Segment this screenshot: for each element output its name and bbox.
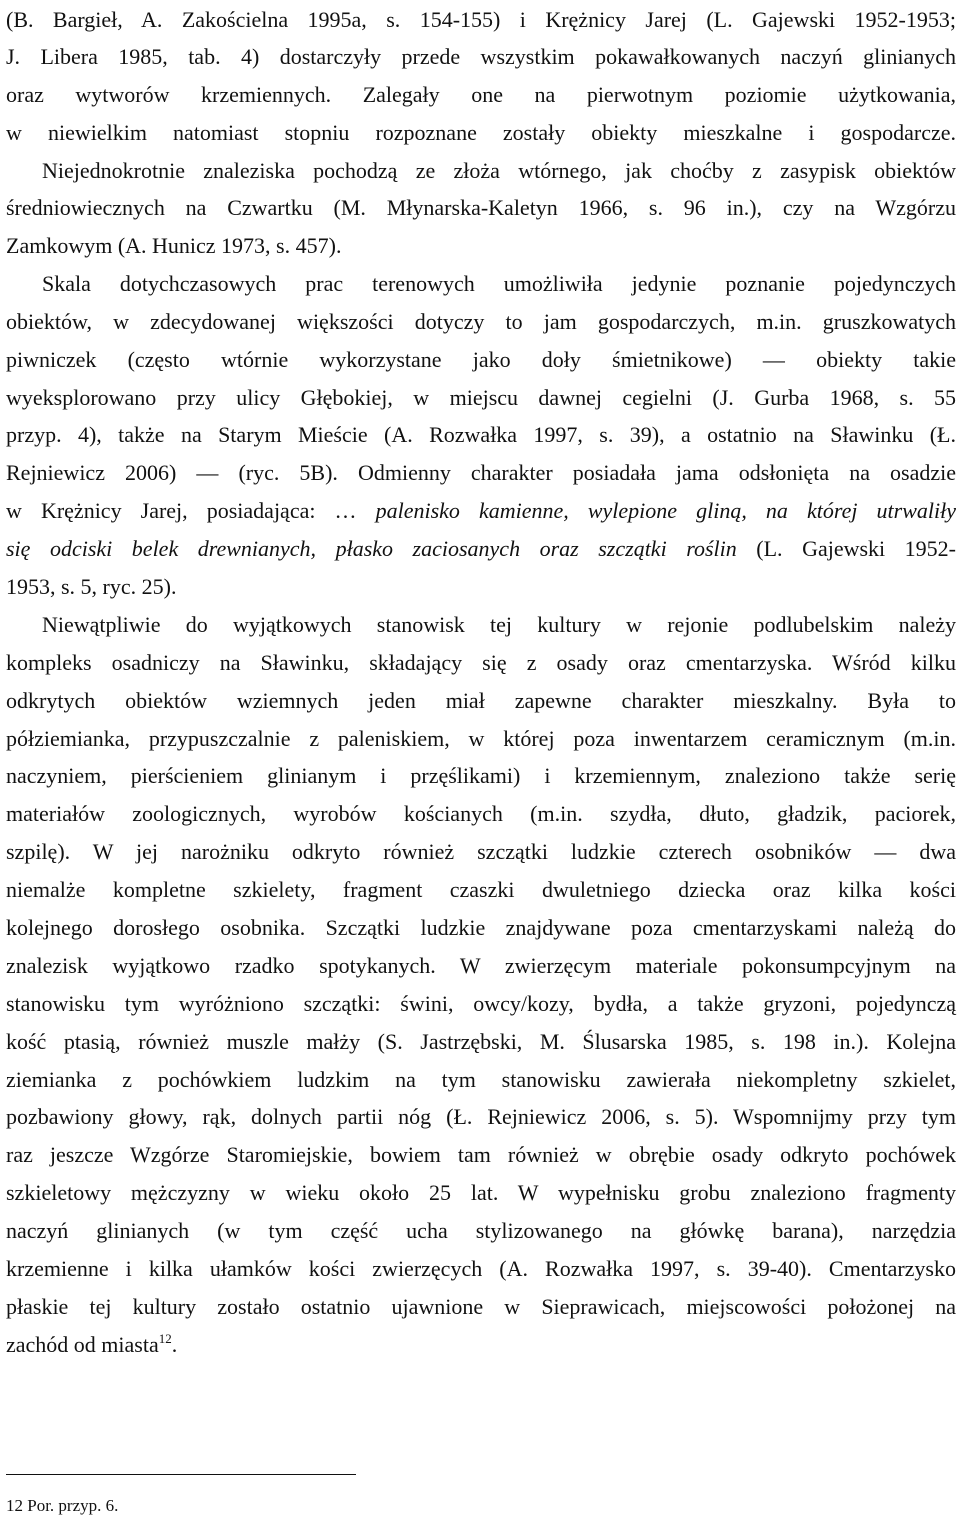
text-line	[6, 265, 956, 303]
text-line	[6, 1174, 956, 1212]
text-line	[6, 985, 956, 1023]
text-segment: J. Libera 1985, tab. 4) dostarczyły przede wszystkim pokawałkowanych naczyń glinianych	[6, 44, 956, 69]
text-line	[6, 76, 956, 114]
text-line	[6, 682, 956, 720]
text-line	[6, 379, 956, 417]
text-line	[6, 341, 956, 379]
text-segment: w niewielkim natomiast stopniu rozpoznane zostały obiekty mieszkalne i gospodarcze.	[6, 120, 956, 145]
text-line	[6, 568, 956, 606]
text-line	[6, 1023, 956, 1061]
text-line	[6, 833, 956, 871]
text-segment: znalezisk wyjątkowo rzadko spotykanych. W zwierzęcym materiale pokonsumpcyjnym na	[6, 953, 956, 978]
text-line	[6, 644, 956, 682]
text-segment: naczyniem, pierścieniem glinianym i przęślikami) i krzemiennym, znaleziono także serię	[6, 763, 956, 788]
text-segment: oraz wytworów krzemiennych. Zalegały one na pierwotnym poziomie użytkowania,	[6, 82, 956, 107]
text-line	[6, 1061, 956, 1099]
footnote-separator	[6, 1474, 356, 1475]
text-segment: półziemianka, przypuszczalnie z paleniskiem, w której poza inwentarzem ceramicznym (m.in.	[6, 726, 956, 751]
text-segment: (L. Gajewski 1952-	[736, 536, 957, 561]
text-segment: .	[171, 1332, 178, 1357]
text-segment: kompleks osadniczy na Sławinku, składający się z osady oraz cmentarzyska. Wśród kilku	[6, 650, 956, 675]
text-line	[6, 1098, 956, 1136]
text-segment: stanowisku tym wyróżniono szczątki: świni, owcy/kozy, bydła, a także gryzoni, pojedynczą	[6, 991, 956, 1016]
text-line	[6, 114, 956, 152]
text-line	[6, 1250, 956, 1288]
text-line	[6, 909, 956, 947]
text-segment: Zamkowym (A. Hunicz 1973, s. 457).	[6, 233, 342, 258]
text-segment: Niewątpliwie do wyjątkowych stanowisk tej kultury w rejonie podlubelskim należy	[42, 612, 956, 637]
text-segment: obiektów, w zdecydowanej większości dotyczy to jam gospodarczych, m.in. gruszkowatych	[6, 309, 956, 334]
text-segment: przyp. 4), także na Starym Mieście (A. Rozwałka 1997, s. 39), a ostatnio na Sławinku (Ł.	[6, 422, 956, 447]
text-line	[6, 152, 956, 190]
text-segment: Rejniewicz 2006) — (ryc. 5B). Odmienny charakter posiadała jama odsłonięta na osadzie	[6, 460, 956, 485]
text-segment: płaskie tej kultury zostało ostatnio ujawnione w Sieprawicach, miejscowości położonej na	[6, 1294, 956, 1319]
text-line	[6, 38, 956, 76]
text-segment: zachód od miasta	[6, 1332, 159, 1357]
text-line	[6, 1136, 956, 1174]
text-line	[6, 1212, 956, 1250]
text-segment: piwniczek (często wtórnie wykorzystane jako doły śmietnikowe) — obiekty takie	[6, 347, 956, 372]
footnote-ref: 12	[158, 1331, 172, 1346]
text-line	[6, 454, 956, 492]
text-segment: ziemianka z pochówkiem ludzkim na tym stanowisku zawierała niekompletny szkielet,	[6, 1067, 956, 1092]
footnote-12: 12 Por. przyp. 6.	[6, 1496, 119, 1515]
text-segment: kolejnego dorosłego osobnika. Szczątki ludzkie znajdywane poza cmentarzyskami należą do	[6, 915, 956, 940]
text-segment: średniowiecznych na Czwartku (M. Młynarska-Kaletyn 1966, s. 96 in.), czy na Wzgórzu	[6, 195, 956, 220]
text-line	[6, 757, 956, 795]
text-line	[6, 227, 956, 265]
text-segment: krzemienne i kilka ułamków kości zwierzęcych (A. Rozwałka 1997, s. 39-40). Cmentarzysko	[6, 1256, 956, 1281]
text-segment: wyeksplorowano przy ulicy Głębokiej, w miejscu dawnej cegielni (J. Gurba 1968, s. 55	[6, 385, 956, 410]
text-line	[6, 1326, 956, 1364]
text-segment: szpilę). W jej narożniku odkryto również szczątki ludzkie czterech osobników — dwa	[6, 839, 956, 864]
text-segment: niemalże kompletne szkielety, fragment czaszki dwuletniego dziecka oraz kilka kości	[6, 877, 956, 902]
text-segment: raz jeszcze Wzgórze Staromiejskie, bowiem tam również w obrębie osady odkryto pochówek	[6, 1142, 956, 1167]
text-line	[6, 1, 956, 39]
quoted-text: się odciski belek drewnianych, płasko zaciosanych oraz szczątki roślin	[6, 536, 737, 561]
text-line	[6, 947, 956, 985]
text-line	[6, 189, 956, 227]
text-segment: (B. Bargieł, A. Zakościelna 1995a, s. 154-155) i Krężnicy Jarej (L. Gajewski 1952-1953;	[6, 7, 956, 32]
text-line	[6, 795, 956, 833]
text-segment: naczyń glinianych (w tym część ucha stylizowanego na główkę barana), narzędzia	[6, 1218, 956, 1243]
text-line	[6, 1288, 956, 1326]
text-line	[6, 720, 956, 758]
text-segment: Niejednokrotnie znaleziska pochodzą ze złoża wtórnego, jak choćby z zasypisk obiektów	[42, 158, 956, 183]
text-line	[6, 492, 956, 530]
text-segment: kość ptasią, również muszle małży (S. Jastrzębski, M. Ślusarska 1985, s. 198 in.). Kolejna	[6, 1029, 956, 1054]
text-line	[6, 303, 956, 341]
text-line	[6, 530, 956, 568]
text-line	[6, 416, 956, 454]
text-segment: 1953, s. 5, ryc. 25).	[6, 574, 177, 599]
text-segment: pozbawiony głowy, rąk, dolnych partii nóg (Ł. Rejniewicz 2006, s. 5). Wspomnijmy przy tym	[6, 1104, 956, 1129]
text-segment: materiałów zoologicznych, wyrobów kościanych (m.in. szydła, dłuto, gładzik, paciorek,	[6, 801, 956, 826]
text-line	[6, 871, 956, 909]
quoted-text: palenisko kamienne, wylepione gliną, na której utrwaliły	[375, 498, 956, 523]
text-segment: szkieletowy mężczyzny w wieku około 25 lat. W wypełnisku grobu znaleziono fragmenty	[6, 1180, 956, 1205]
text-segment: w Krężnicy Jarej, posiadająca: …	[6, 498, 376, 523]
text-segment: Skala dotychczasowych prac terenowych umożliwiła jedynie poznanie pojedynczych	[42, 271, 956, 296]
text-segment: odkrytych obiektów wziemnych jeden miał zapewne charakter mieszkalny. Była to	[6, 688, 956, 713]
text-line	[6, 606, 956, 644]
